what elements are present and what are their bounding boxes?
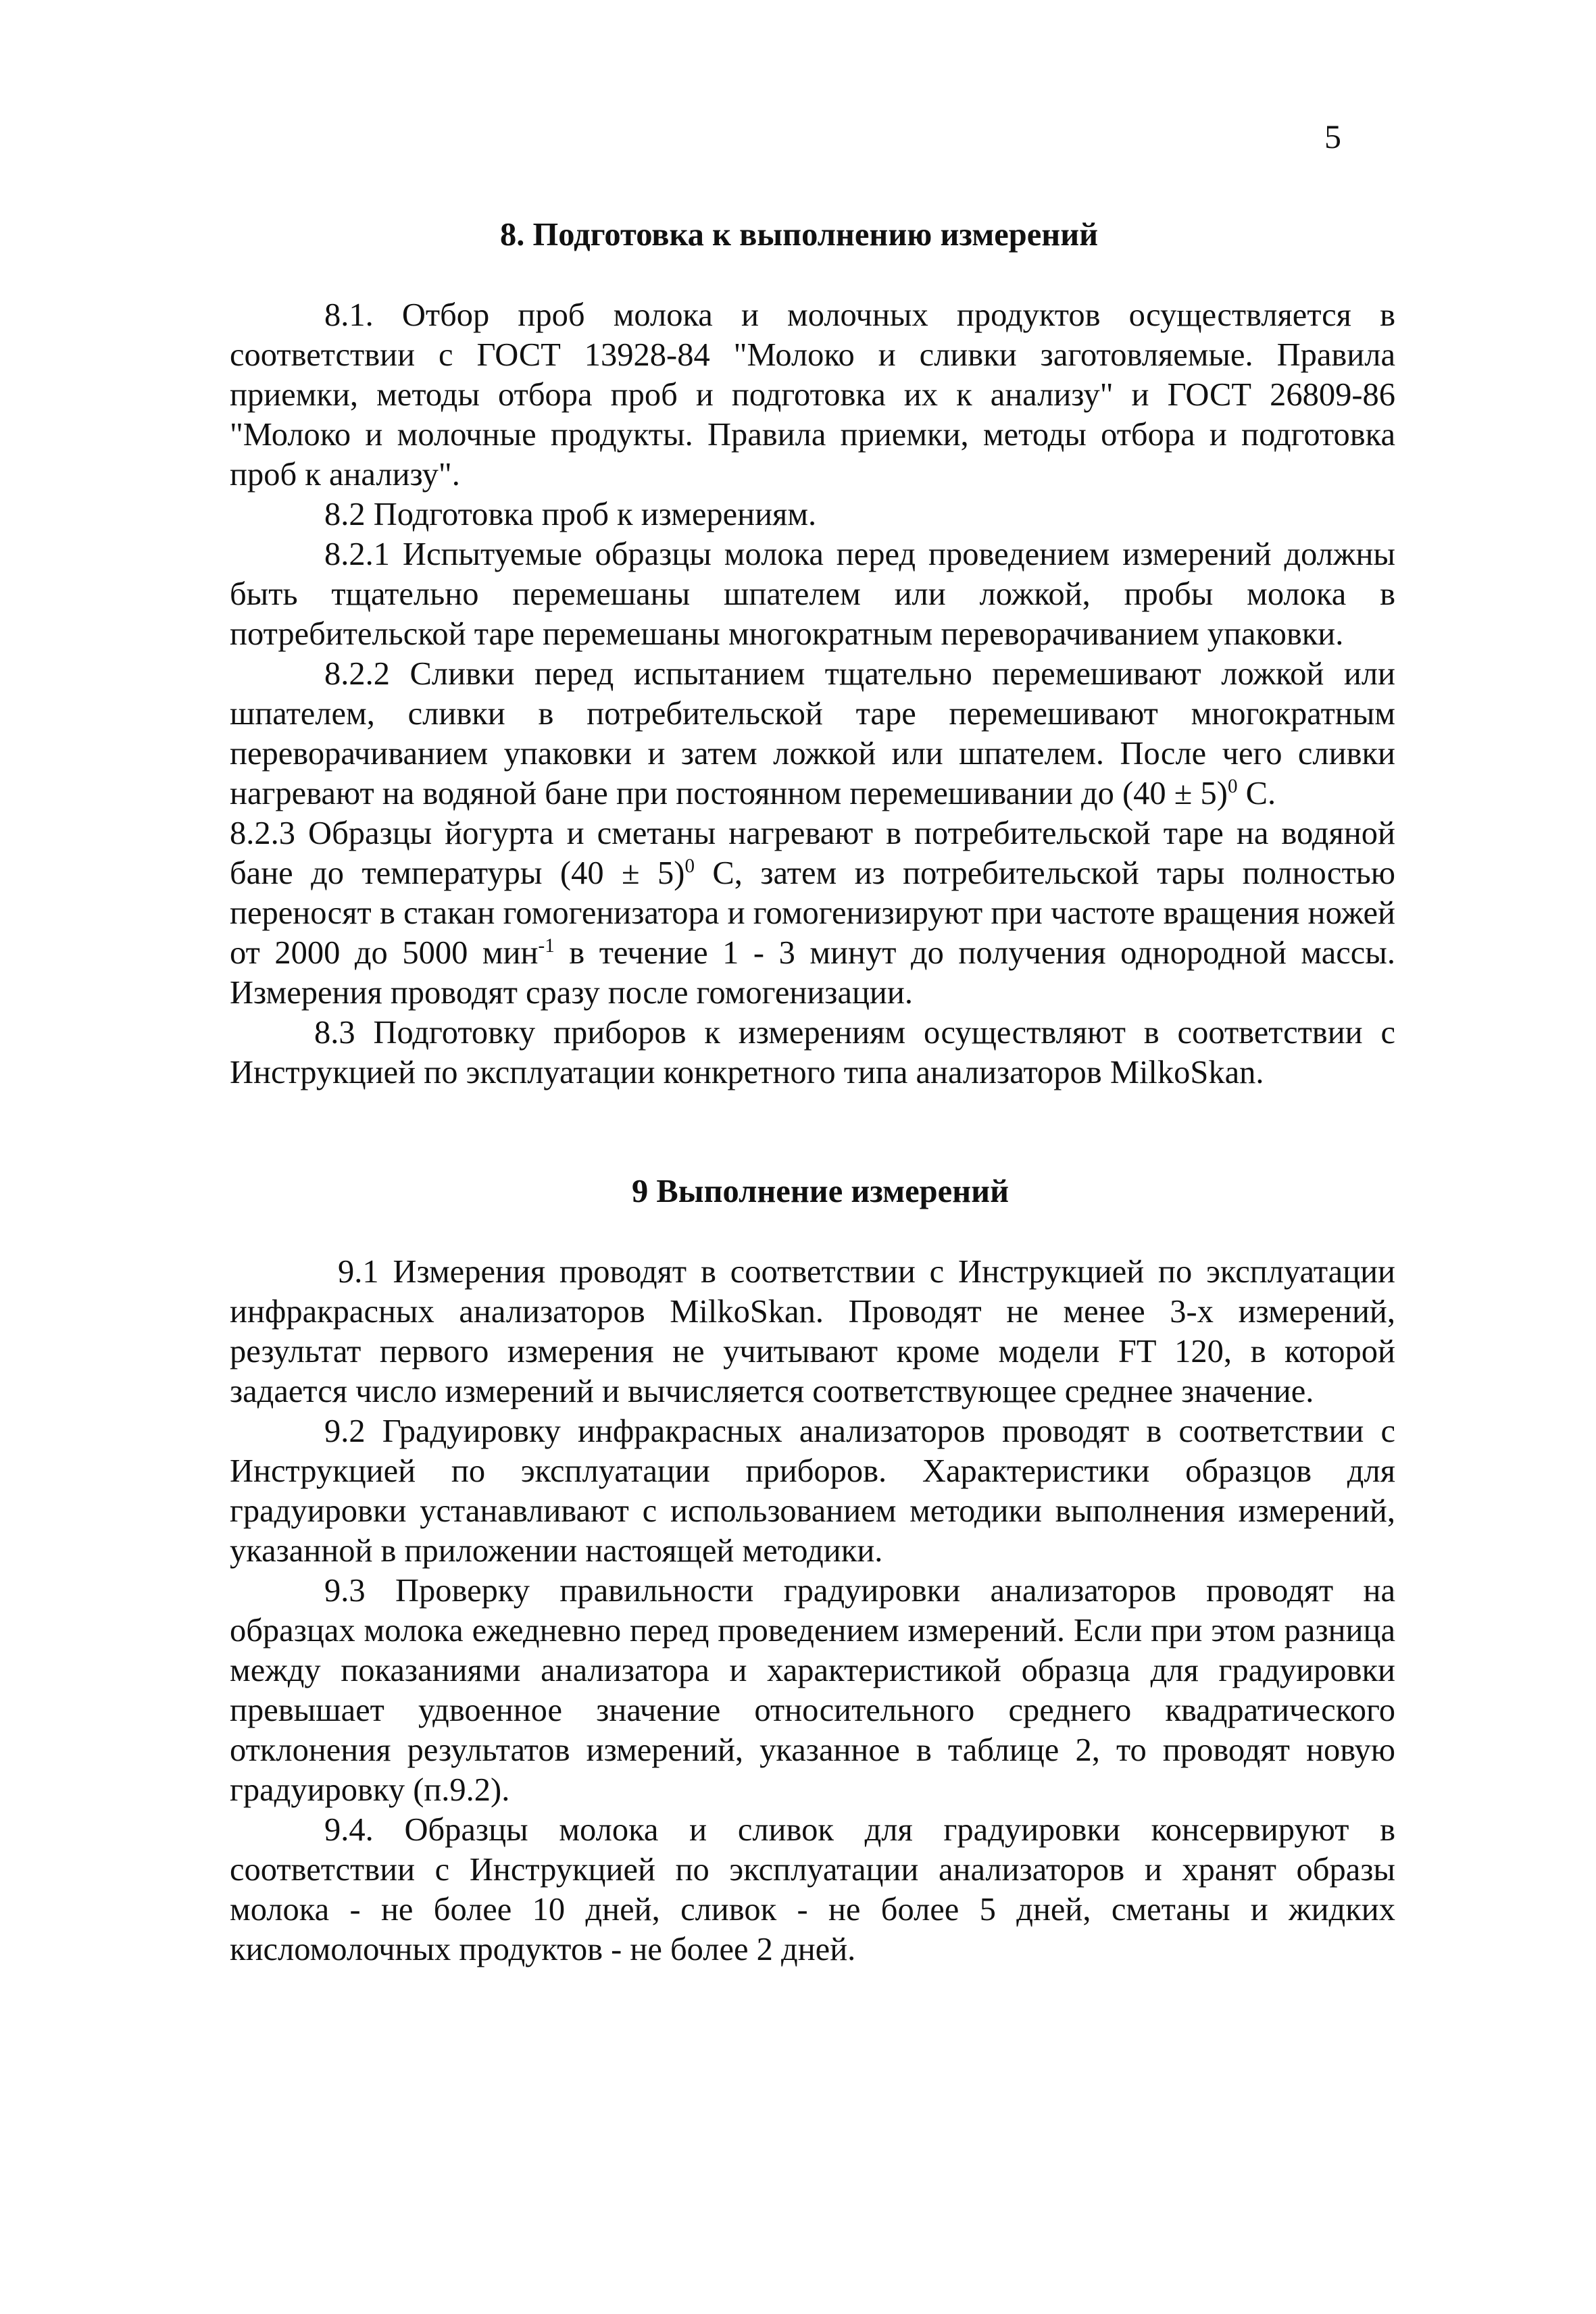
- minus-one-superscript: -1: [538, 934, 555, 957]
- paragraph-8-3: 8.3 Подготовку приборов к измерениям осуществляют в соответствии с Инструкцией по эксплуатации конкретного типа анализаторов MilkoSkan.: [230, 1015, 1395, 1090]
- degree-superscript: 0: [1227, 775, 1238, 797]
- paragraph-9-4: 9.4. Образцы молока и сливок для градуировки консервируют в соответствии с Инструкцией по эксплуатации анализаторов и хранят образы молока - не более 10 дней, сливок - не более 5 дней, сметаны и жидких кисломолочных продуктов - не более 2 дней.: [230, 1812, 1395, 1967]
- paragraph-9-1: 9.1 Измерения проводят в соответствии с Инструкцией по эксплуатации инфракрасных анализаторов MilkoSkan. Проводят не менее 3-х измерений, результат первого измерения не учитывают кроме модели FT 120, в которой задается число измерений и вычисляется соответствующее среднее значение.: [230, 1254, 1395, 1409]
- paragraph-8-2-2-text: 8.2.2 Сливки перед испытанием тщательно перемешивают ложкой или шпателем, сливки в потребительской таре перемешивают многократным переворачиванием упаковки и затем ложкой или шпателем. После чего сливки нагревают на водяной бане при постоянном перемешивании до (40 ± 5): [230, 656, 1395, 811]
- paragraph-9-3: 9.3 Проверку правильности градуировки анализаторов проводят на образцах молока ежедневно перед проведением измерений. Если при этом разница между показаниями анализатора и характеристикой образца для градуировки превышает удвоенное значение относительного среднего квадратического отклонения результатов измерений, указанное в таблице 2, то проводят новую градуировку (п.9.2).: [230, 1573, 1395, 1808]
- degree-superscript: 0: [684, 855, 695, 877]
- paragraph-8-2-3-part-b: С, затем из потребительской тары полностью переносят в стакан гомогенизатора и гомогенизируют при частоте вращения ножей от 2000 до 5000 мин: [230, 855, 1395, 971]
- paragraph-9-2: 9.2 Градуировку инфракрасных анализаторов проводят в соответствии с Инструкцией по эксплуатации приборов. Характеристики образцов для градуировки устанавливают с использованием методики выполнения измерений, указанной в приложении настоящей методики.: [230, 1413, 1395, 1569]
- paragraph-8-2-2: [230, 654, 1395, 813]
- section-8-heading: 8. Подготовка к выполнению измерений: [500, 217, 1099, 253]
- section-9-heading: 9 Выполнение измерений: [632, 1174, 1009, 1209]
- paragraph-8-2-2-end: С.: [1237, 776, 1276, 811]
- paragraph-8-2-3-part-c: в течение 1 - 3 минут до получения однородной массы. Измерения проводят сразу после гомогенизации.: [230, 935, 1396, 1011]
- paragraph-8-2-3-part-a: 8.2.3 Образцы йогурта и сметаны нагревают в потребительской таре на водяной бане до температуры (40 ± 5): [230, 815, 1395, 891]
- paragraph-8-1: 8.1. Отбор проб молока и молочных продуктов осуществляется в соответствии с ГОСТ 13928-84 "Молоко и сливки заготовляемые. Правила приемки, методы отбора проб и подготовка их к анализу" и ГОСТ 26809-86 "Молоко и молочные продукты. Правила приемки, методы отбора и подготовка проб к анализу".: [230, 297, 1395, 493]
- paragraph-8-2-1: 8.2.1 Испытуемые образцы молока перед проведением измерений должны быть тщательно перемешаны шпателем или ложкой, пробы молока в потребительской таре перемешаны многократным переворачиванием упаковки.: [230, 536, 1395, 652]
- page-number: 5: [1324, 118, 1341, 155]
- paragraph-8-2: 8.2 Подготовка проб к измерениям.: [324, 497, 817, 532]
- paragraph-8-2-3: [230, 813, 1395, 1013]
